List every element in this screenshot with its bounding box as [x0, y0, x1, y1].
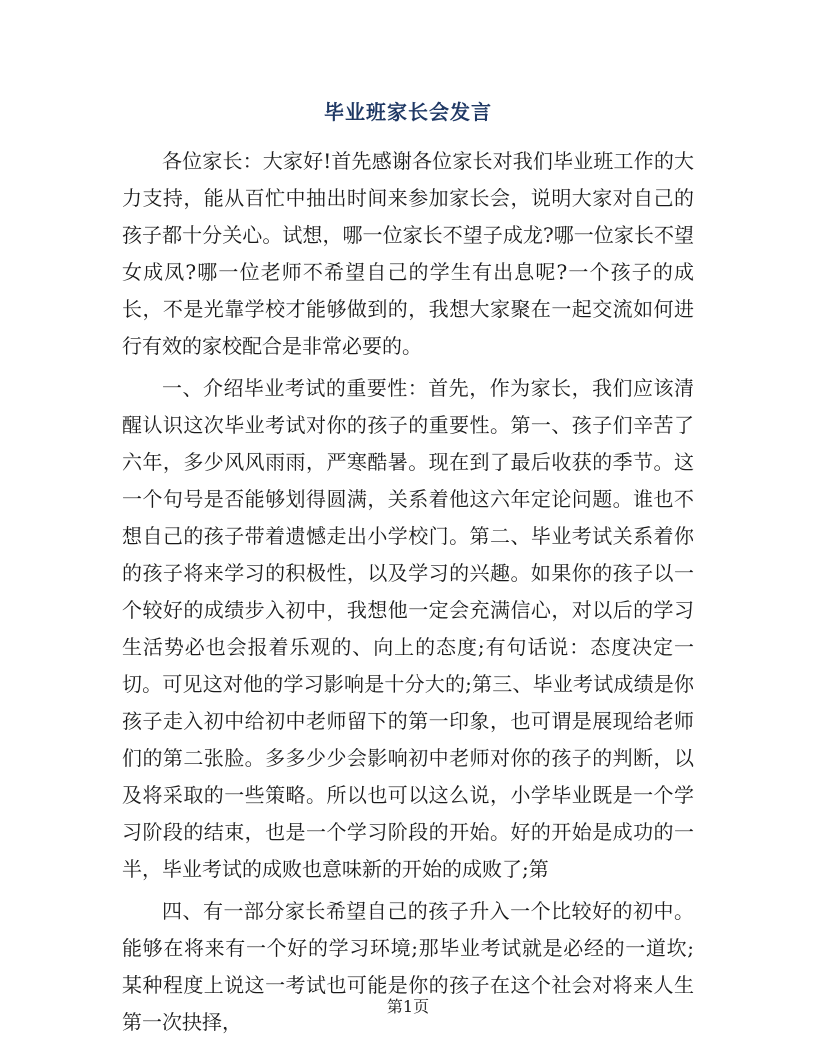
paragraph-greeting: 各位家长：大家好!首先感谢各位家长对我们毕业班工作的大力支持，能从百忙中抽出时间来参加家长会，说明大家对自己的孩子都十分关心。试想，哪一位家长不望子成龙?哪一位家长不望女成凤?哪一位老师不希望自己的学生有出息呢?一个孩子的成长，不是光靠学校才能够做到的，我想大家聚在一起交流如何进行有效的家校配合是非常必要的。	[122, 149, 694, 358]
document-title: 毕业班家长会发言	[324, 100, 492, 124]
document-body	[122, 143, 694, 1041]
paragraph-exam-importance: 一、介绍毕业考试的重要性：首先，作为家长，我们应该清醒认识这次毕业考试对你的孩子的重要性。第一、孩子们辛苦了六年，多少风风雨雨，严寒酷暑。现在到了最后收获的季节。这一个句号是否能够划得圆满，关系着他这六年定论问题。谁也不想自己的孩子带着遗憾走出小学校门。第二、毕业考试关系着你的孩子将来学习的积极性，以及学习的兴趣。如果你的孩子以一个较好的成绩步入初中，我想他一定会充满信心，对以后的学习生活势必也会报着乐观的、向上的态度;有句话说：态度决定一切。可见这对他的学习影响是十分大的;第三、毕业考试成绩是你孩子走入初中给初中老师留下的第一印象，也可谓是展现给老师们的第二张脸。多多少少会影响初中老师对你的孩子的判断，以及将采取的一些策略。所以也可以这么说，小学毕业既是一个学习阶段的结束，也是一个学习阶段的开始。好的开始是成功的一半，毕业考试的成败也意味新的开始的成败了;第	[122, 376, 694, 881]
page-number: 第1页	[386, 997, 430, 1016]
paragraph-fourth-point: 四、有一部分家长希望自己的孩子升入一个比较好的初中。能够在将来有一个好的学习环境;那毕业考试就是必经的一道坎;某种程度上说这一考试也可能是你的孩子在这个社会对将来人生第一次抉择，	[122, 899, 694, 1034]
